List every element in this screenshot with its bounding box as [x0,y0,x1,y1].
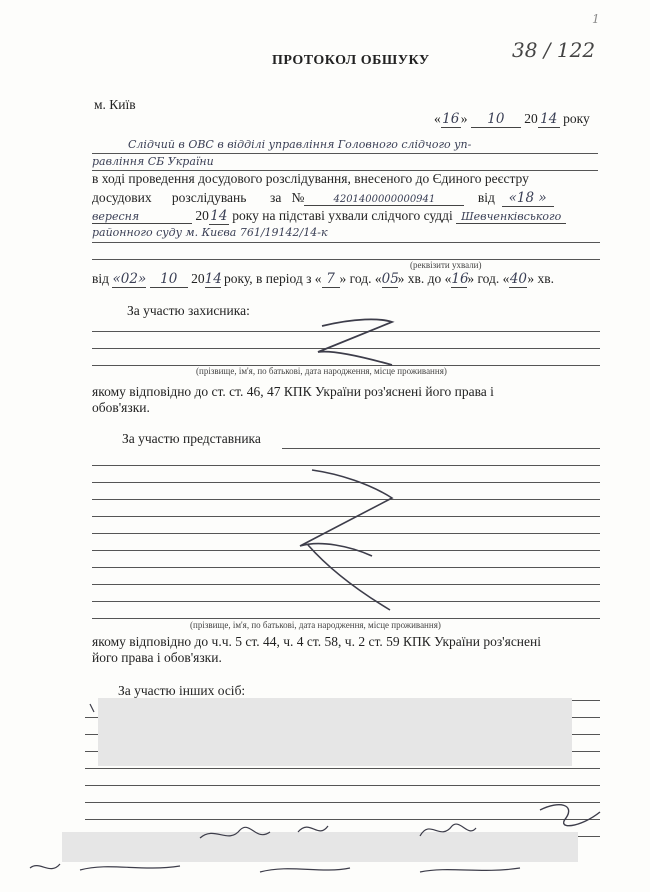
signature-scribble-3 [298,826,328,832]
page-number-mark: 1 [592,12,600,26]
ruling-year: 14 [204,271,222,287]
others-heading: За участю інших осіб: [118,683,246,698]
representative-rights-1: якому відповідно до ч.ч. 5 ст. 44, ч. 4 ст. 58, ч. 2 ст. 59 КПК України роз'яснені [92,634,542,649]
time-from-minute: 05 [381,271,399,287]
defender-rights-2: обов'язки. [92,400,150,415]
registry-month: вересня [92,210,192,224]
defender-strike-mark [318,319,392,365]
date-year: 14 [538,111,560,128]
ruling-day: «02» [112,271,147,287]
margin-mark [90,704,94,712]
ruling-date-time: від «02» 10 2014 року, в період з « 7 » год. «05» хв. до «16» год. «40» хв. [92,271,555,287]
defender-caption: (прізвище, ім'я, по батькові, дата народження, місце проживання) [196,366,447,376]
representative-strike-mark [300,470,392,610]
investigator-line-1: Слідчий в ОВС в відділі управління Головного слідчого уп- [128,138,472,151]
representative-caption: (прізвище, ім'я, по батькові, дата народження, місце проживання) [190,620,441,630]
signature-scribble-1 [540,805,600,826]
pretrial-text-b: досудових розслідувань за № 4201400000000941 від «18 » [92,190,602,207]
date-month: 10 [471,111,521,128]
signature-scribble-4 [420,824,476,836]
registry-year: 14 [210,208,228,224]
ruling-month: 10 [150,271,188,288]
time-from-hour: 7 [322,271,340,288]
page-title: ПРОТОКОЛ ОБШУКУ [272,53,430,68]
signature-scribble-2 [200,827,270,838]
date-day: 16 [442,111,460,127]
city-label: м. Київ [94,97,136,112]
bottom-scribble [30,864,520,872]
representative-rights-2: його права і обов'язки. [92,650,222,665]
investigator-line-2: равління СБ України [92,155,214,168]
time-to-minute: 40 [509,271,528,287]
registry-number: 4201400000000941 [304,194,464,206]
protocol-date: «16» 10 20 14 року [434,111,590,127]
time-to-hour: 16 [451,271,469,287]
representative-heading: За участю представника [122,431,261,446]
defender-rights-1: якому відповідно до ст. ст. 46, 47 КПК України роз'яснені його права і [92,384,494,399]
court-name-2: районного суду м. Києва 761/19142/14-к [92,226,328,239]
pretrial-text-c: вересня 2014 року на підставі ухвали слідчого судді Шевченківського [92,208,566,225]
court-name-1: Шевченківського [456,210,566,224]
archive-stamp-number: 38 / 122 [512,38,596,62]
pretrial-text-a: в ході проведення досудового розслідування, внесеного до Єдиного реєстру [92,171,529,186]
defender-heading: За участю захисника: [127,303,250,318]
registry-date-day: «18 » [502,190,554,207]
ruling-caption: (реквізити ухвали) [410,260,482,270]
